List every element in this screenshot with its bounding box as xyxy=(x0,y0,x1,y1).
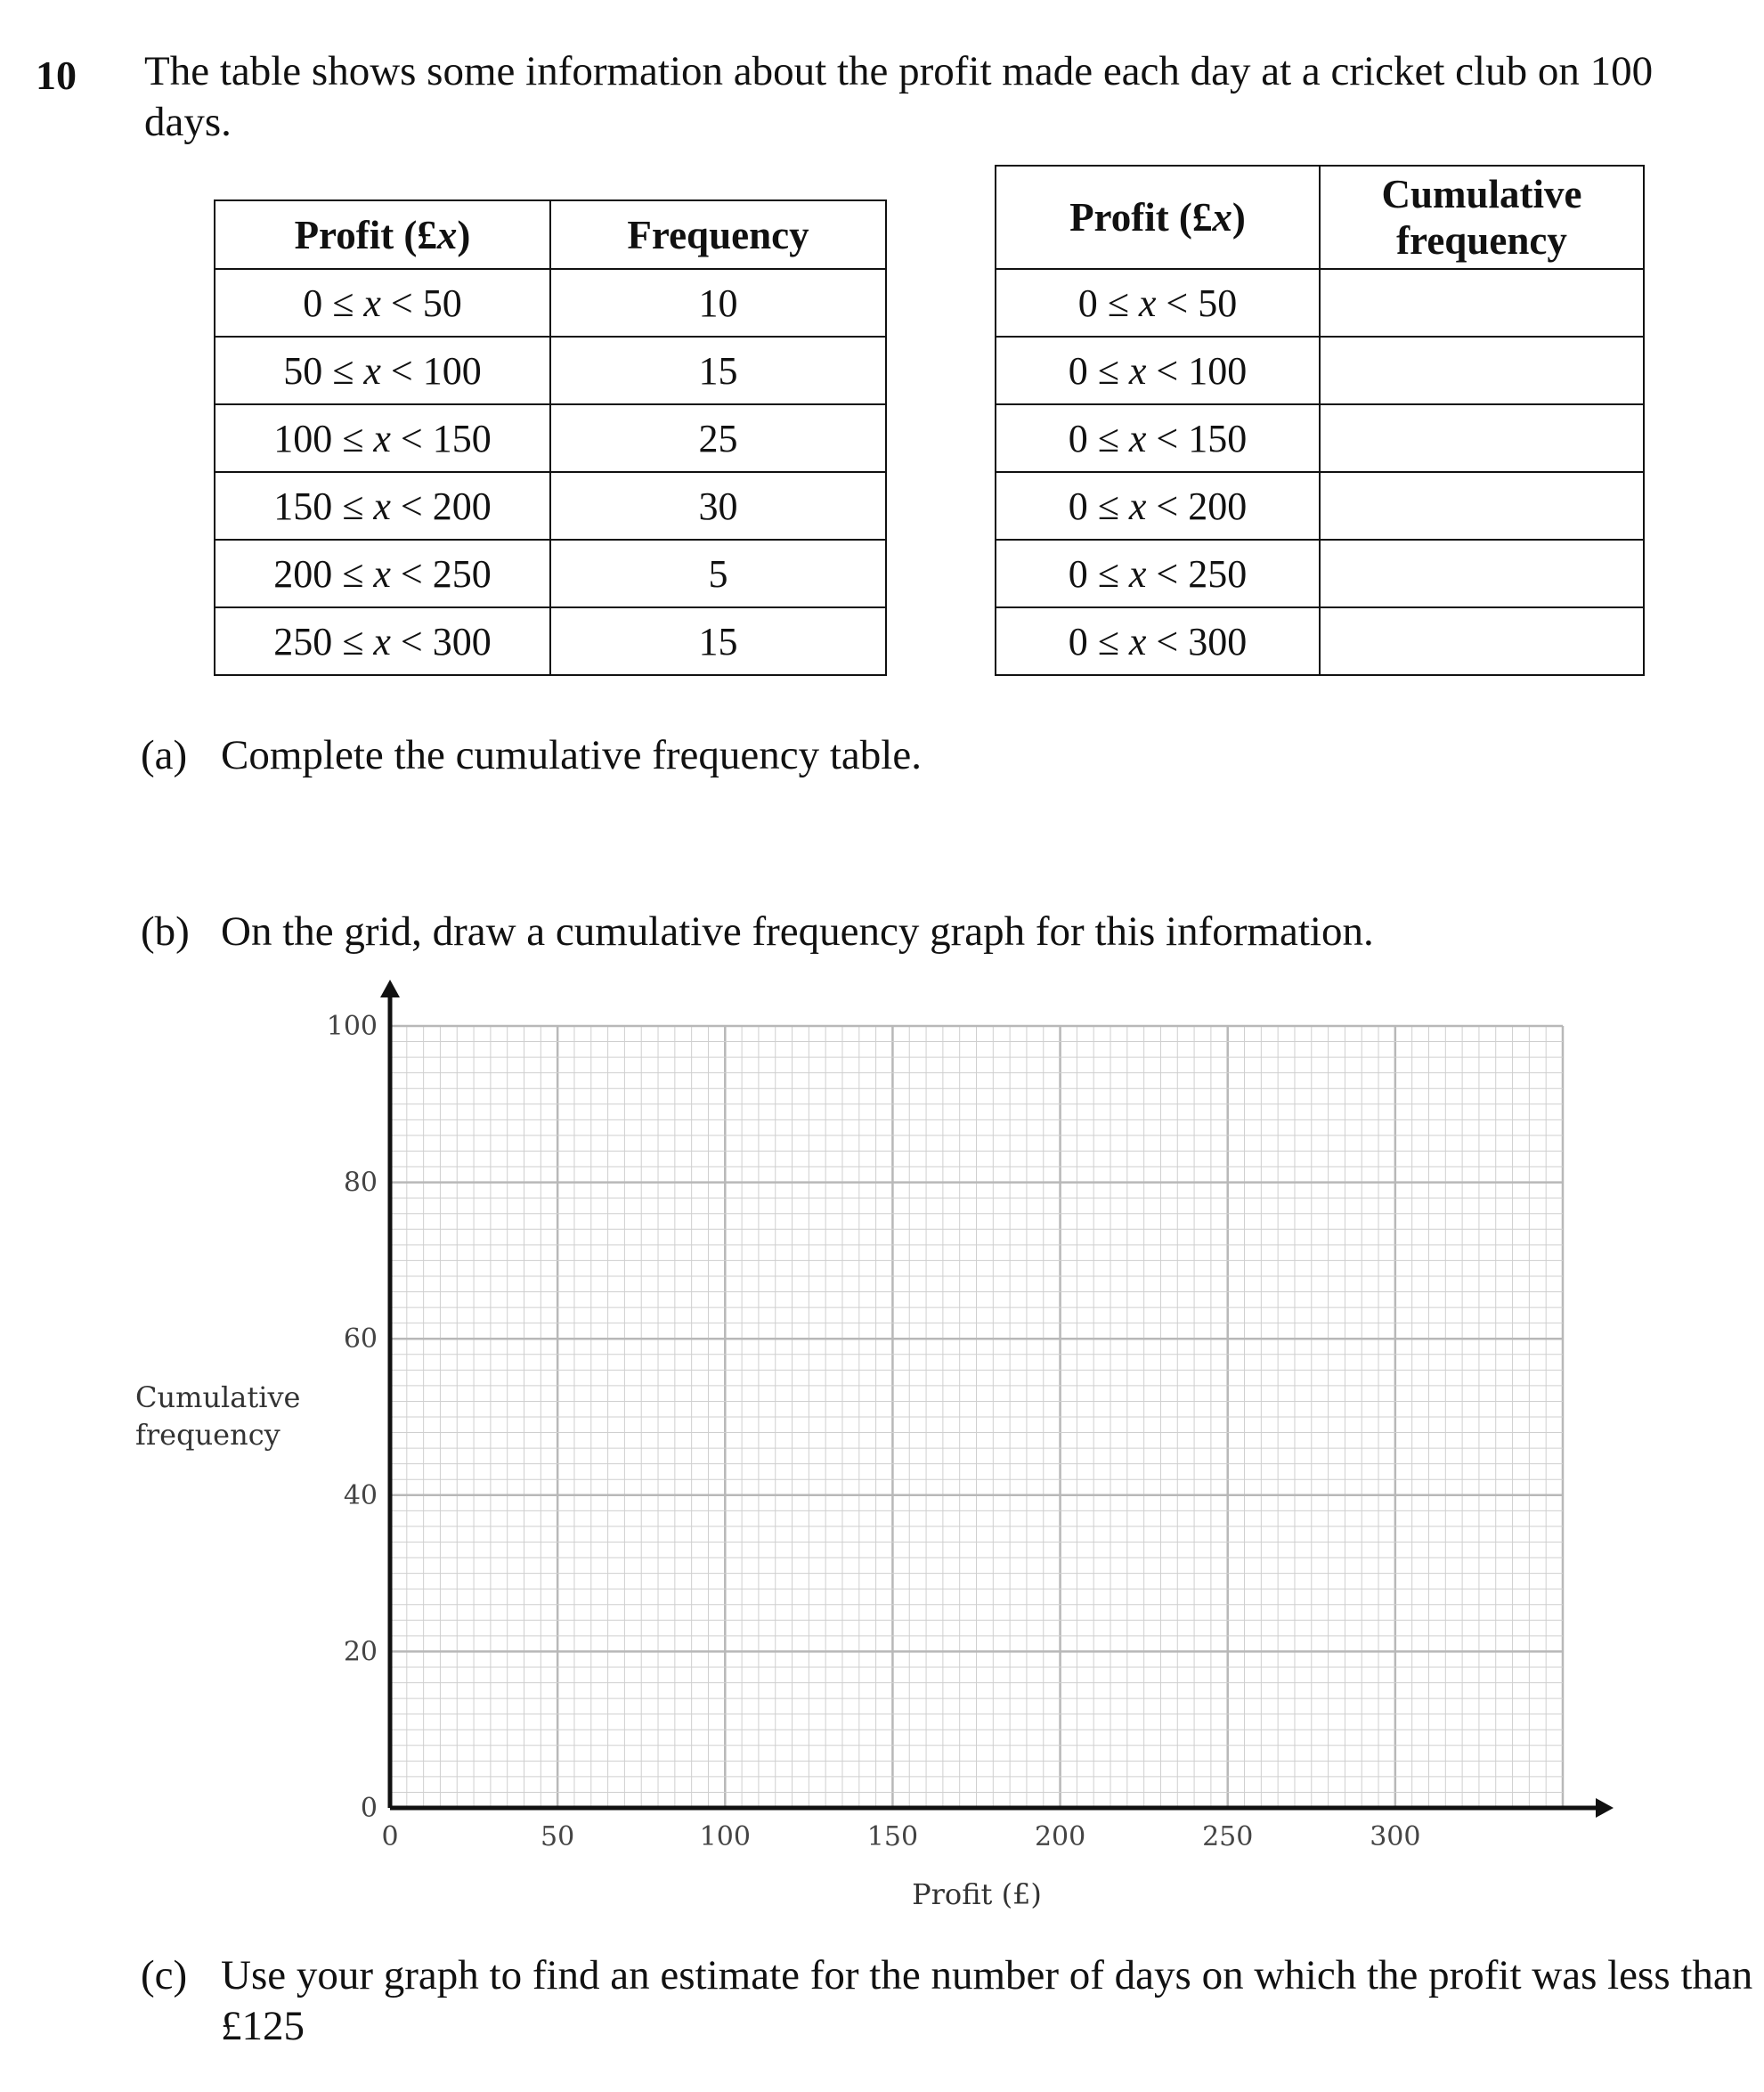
y-tick-label: 40 xyxy=(343,1479,378,1511)
cumulative-frequency-grid[interactable] xyxy=(0,971,1764,1924)
cumulative-answer-cell[interactable] xyxy=(1320,607,1644,675)
profit-range-cell: 250 ≤ x < 300 xyxy=(215,607,550,675)
profit-range-cell: 0 ≤ x < 100 xyxy=(996,337,1320,404)
table-row xyxy=(996,269,1644,337)
table-row xyxy=(996,472,1644,540)
y-tick-label: 60 xyxy=(343,1323,378,1355)
part-b-text: On the grid, draw a cumulative frequency graph for this information. xyxy=(221,908,1374,955)
profit-range-cell: 0 ≤ x < 50 xyxy=(996,269,1320,337)
part-c xyxy=(141,1950,1753,2052)
y-tick-label: 0 xyxy=(360,1793,378,1824)
profit-range-cell: 0 ≤ x < 150 xyxy=(996,404,1320,472)
header-profit: Profit (£x) xyxy=(215,200,550,269)
part-c-text: Use your graph to find an estimate for the number of days on which the profit was less than £125 xyxy=(221,1952,1753,2049)
table-row xyxy=(996,404,1644,472)
x-tick-label: 100 xyxy=(699,1821,751,1852)
x-tick-label: 200 xyxy=(1034,1821,1086,1852)
profit-range-cell: 0 ≤ x < 300 xyxy=(996,607,1320,675)
table-row xyxy=(215,607,886,675)
profit-range-cell: 200 ≤ x < 250 xyxy=(215,540,550,607)
header-frequency: Frequency xyxy=(550,200,886,269)
x-tick-label: 150 xyxy=(866,1821,919,1852)
frequency-cell: 25 xyxy=(550,404,886,472)
x-tick-label: 300 xyxy=(1370,1821,1421,1852)
y-tick-label: 80 xyxy=(343,1167,378,1199)
frequency-cell: 10 xyxy=(550,269,886,337)
profit-range-cell: 0 ≤ x < 250 xyxy=(996,540,1320,607)
profit-range-cell: 150 ≤ x < 200 xyxy=(215,472,550,540)
header-cumulative-frequency: Cumulative frequency xyxy=(1320,166,1644,269)
cumulative-answer-cell[interactable] xyxy=(1320,404,1644,472)
frequency-cell: 30 xyxy=(550,472,886,540)
y-tick-label: 100 xyxy=(326,1011,378,1042)
cumulative-answer-cell[interactable] xyxy=(1320,472,1644,540)
header-profit: Profit (£x) xyxy=(996,166,1320,269)
x-tick-label: 0 xyxy=(381,1821,399,1852)
profit-range-cell: 50 ≤ x < 100 xyxy=(215,337,550,404)
x-axis-arrow xyxy=(1596,1798,1614,1818)
profit-range-cell: 100 ≤ x < 150 xyxy=(215,404,550,472)
table-row xyxy=(215,269,886,337)
table-header-row xyxy=(996,166,1644,269)
table-row xyxy=(996,540,1644,607)
frequency-cell: 15 xyxy=(550,337,886,404)
table-row xyxy=(215,540,886,607)
profit-range-cell: 0 ≤ x < 200 xyxy=(996,472,1320,540)
question-number: 10 xyxy=(36,53,77,98)
part-a-text: Complete the cumulative frequency table. xyxy=(221,732,922,778)
table-row xyxy=(996,607,1644,675)
part-a-label: (a) xyxy=(141,732,188,778)
part-c-label: (c) xyxy=(141,1952,188,1998)
question-intro: The table shows some information about the profit made each day at a cricket club on 100 days. xyxy=(144,48,1654,145)
part-b xyxy=(141,907,1374,957)
part-a xyxy=(141,730,922,781)
x-tick-label: 50 xyxy=(541,1821,575,1852)
x-tick-label: 250 xyxy=(1202,1821,1254,1852)
table-row xyxy=(996,337,1644,404)
frequency-table xyxy=(214,199,887,676)
y-tick-label: 20 xyxy=(343,1636,378,1668)
cumulative-answer-cell[interactable] xyxy=(1320,269,1644,337)
table-row xyxy=(215,472,886,540)
y-axis-arrow xyxy=(380,980,400,997)
x-axis-label: Profit (£) xyxy=(912,1877,1042,1911)
table-header-row xyxy=(215,200,886,269)
table-row xyxy=(215,337,886,404)
cumulative-frequency-table xyxy=(995,165,1645,676)
part-b-label: (b) xyxy=(141,908,190,955)
frequency-cell: 5 xyxy=(550,540,886,607)
frequency-cell: 15 xyxy=(550,607,886,675)
y-axis-label: Cumulative frequency xyxy=(135,1380,301,1452)
profit-range-cell: 0 ≤ x < 50 xyxy=(215,269,550,337)
cumulative-answer-cell[interactable] xyxy=(1320,337,1644,404)
table-row xyxy=(215,404,886,472)
cumulative-answer-cell[interactable] xyxy=(1320,540,1644,607)
